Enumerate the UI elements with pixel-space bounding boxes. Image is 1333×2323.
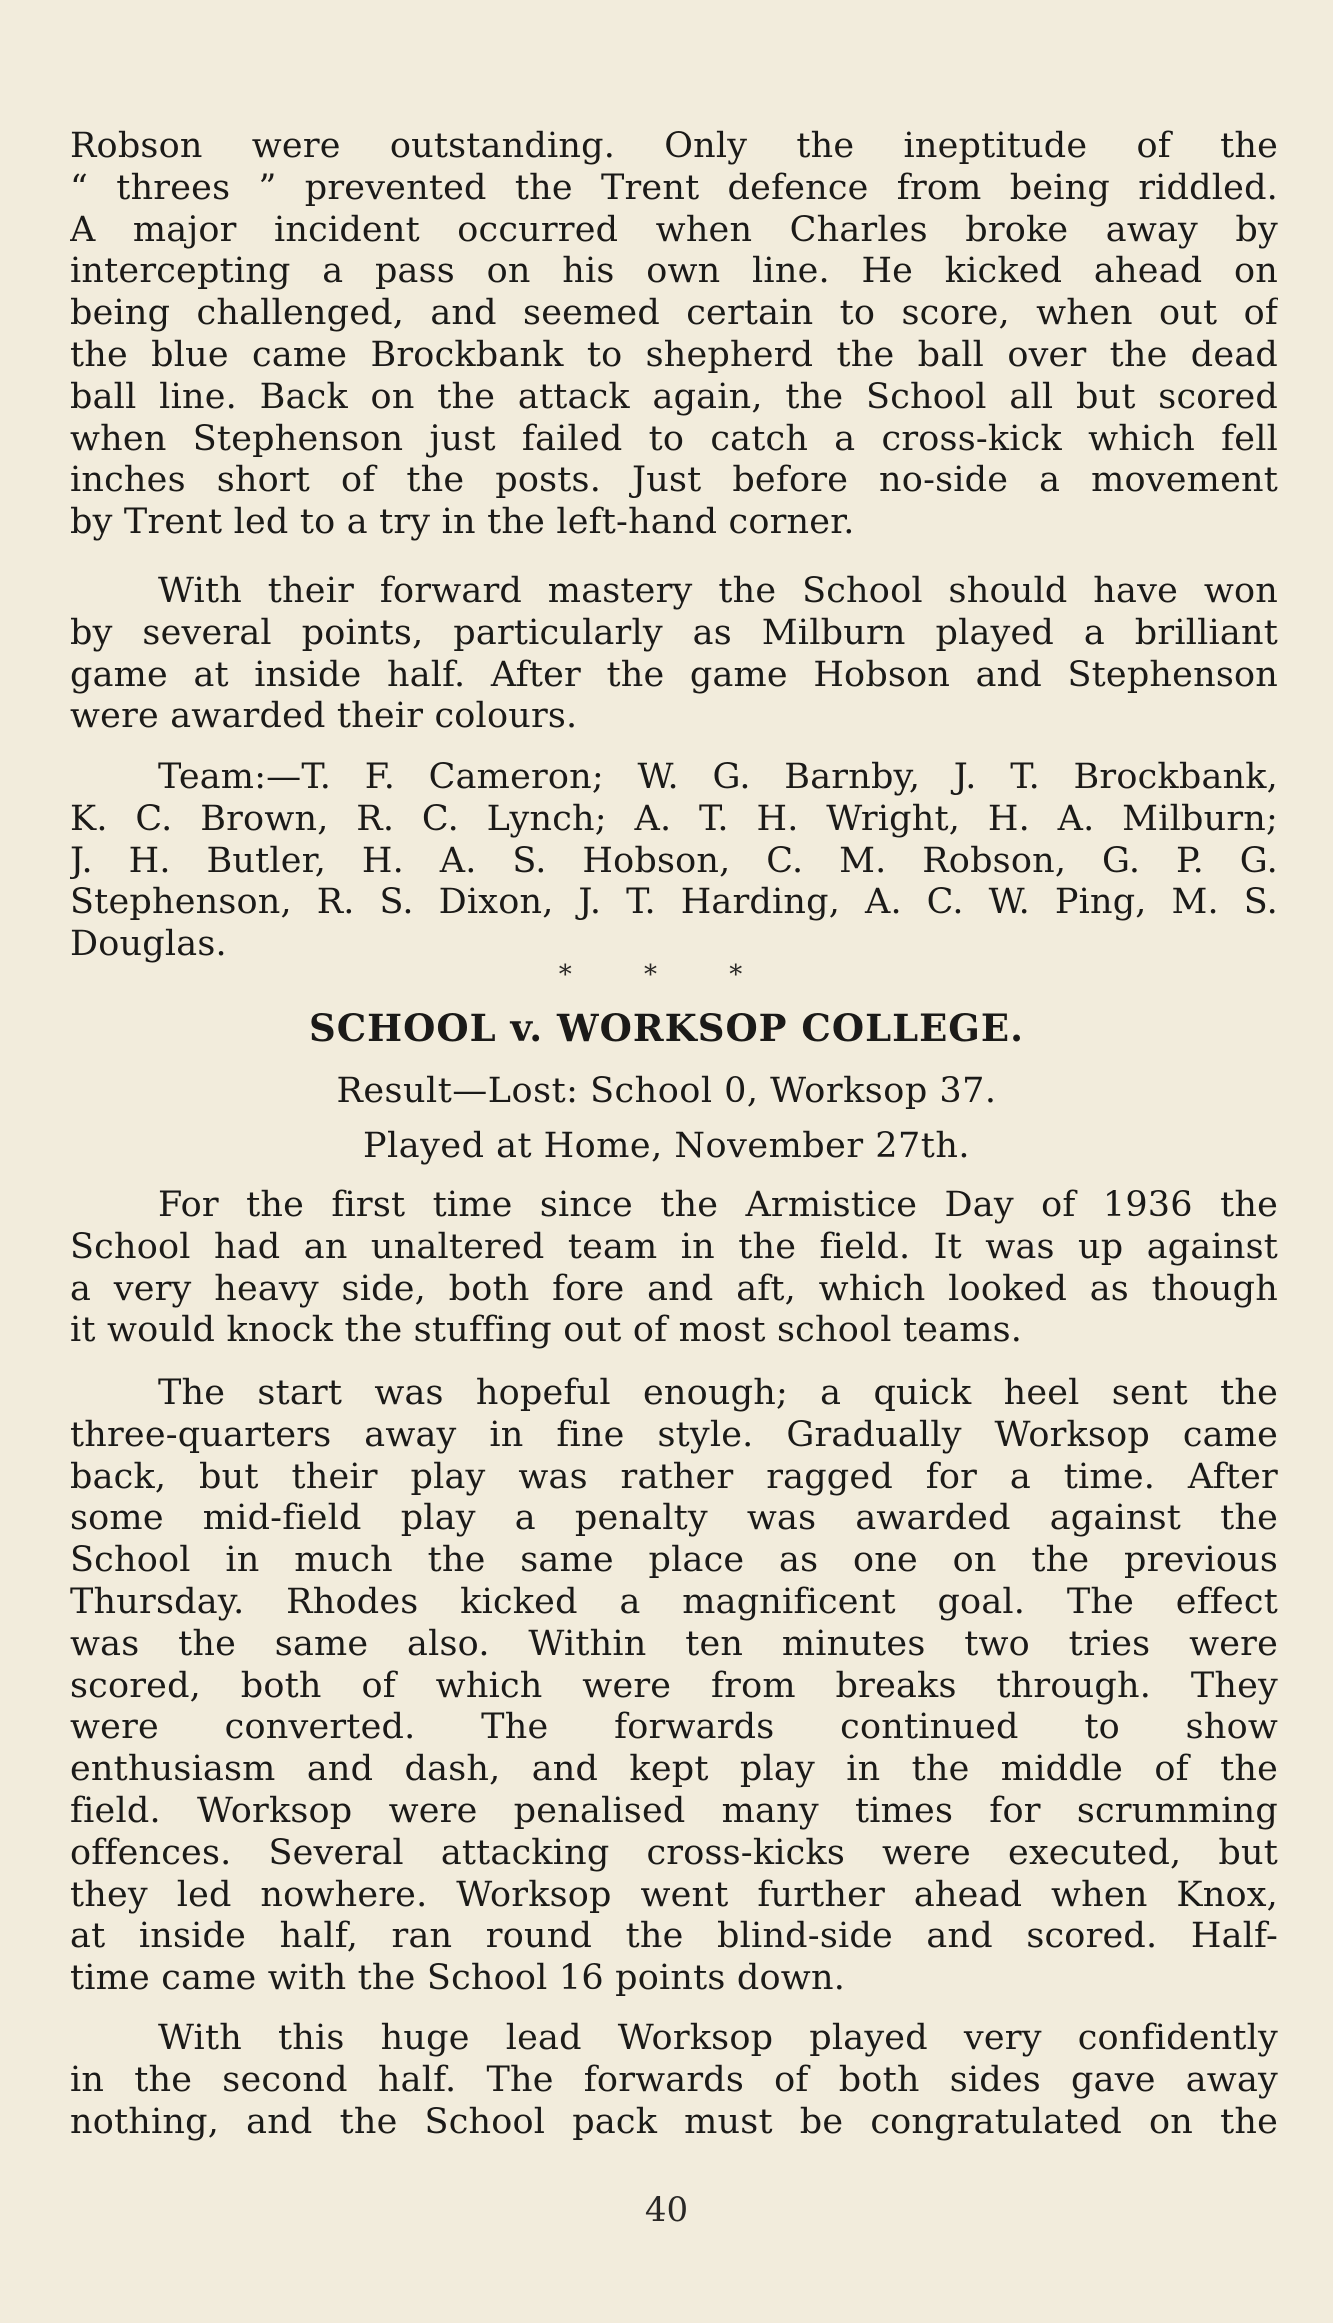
- text-line: three-quarters away in fine style. Gradually Worksop came: [70, 1414, 1278, 1455]
- text-line: With their forward mastery the School should have won: [158, 571, 1278, 611]
- text-line: field. Worksop were penalised many times for scrumming: [70, 1790, 1278, 1831]
- text-line: time came with the School 16 points down.: [70, 1958, 846, 1999]
- text-line: offences. Several attacking cross-kicks were executed, but: [70, 1832, 1278, 1873]
- text-line: For the first time since the Armistice Day of 1936 the: [158, 1185, 1278, 1225]
- text-line: back, but their play was rather ragged for a time. After: [70, 1456, 1278, 1497]
- text-line: enthusiasm and dash, and kept play in the middle of the: [70, 1749, 1278, 1790]
- text-line: Robson were outstanding. Only the ineptitude of the: [70, 126, 1278, 166]
- match-result: Result—Lost: School 0, Worksop 37.: [336, 1071, 997, 1111]
- text-line: K. C. Brown, R. C. Lynch; A. T. H. Wright, H. A. Milburn;: [70, 798, 1278, 839]
- text-line: Stephenson, R. S. Dixon, J. T. Harding, A. C. W. Ping, M. S.: [70, 882, 1278, 923]
- paragraph-second-half: [70, 2018, 1278, 2143]
- text-line: Thursday. Rhodes kicked a magnificent goal. The effect: [70, 1581, 1278, 1622]
- text-line: being challenged, and seemed certain to score, when out of: [70, 293, 1278, 334]
- match-venue-date: Played at Home, November 27th.: [362, 1126, 971, 1166]
- text-line: “ threes ” prevented the Trent defence from being riddled.: [70, 167, 1278, 208]
- text-line: J. H. Butler, H. A. S. Hobson, C. M. Robson, G. P. G.: [70, 840, 1278, 881]
- paragraph-trent-match-continued: [70, 126, 1278, 544]
- text-line: The start was hopeful enough; a quick heel sent the: [158, 1373, 1278, 1413]
- text-line: was the same also. Within ten minutes two tries were: [70, 1623, 1278, 1664]
- page-number: 40: [644, 2190, 689, 2230]
- text-line: the blue came Brockbank to shepherd the ball over the dead: [70, 334, 1278, 375]
- section-heading: SCHOOL v. WORKSOP COLLEGE.: [309, 1006, 1024, 1050]
- text-line: Douglas.: [70, 924, 227, 965]
- section-separator: * * *: [558, 960, 775, 990]
- text-line: when Stephenson just failed to catch a cross-kick which fell: [70, 418, 1278, 459]
- text-line: Team:—T. F. Cameron; W. G. Barnby, J. T. Brockbank,: [158, 757, 1278, 797]
- text-line: inches short of the posts. Just before no-side a movement: [70, 460, 1278, 501]
- text-line: ball line. Back on the attack again, the School all but scored: [70, 376, 1278, 417]
- paragraph-team-list: [70, 757, 1278, 966]
- paragraph-forward-mastery: [70, 571, 1278, 738]
- text-line: in the second half. The forwards of both sides gave away: [70, 2059, 1278, 2100]
- text-line: intercepting a pass on his own line. He kicked ahead on: [70, 251, 1278, 292]
- text-line: at inside half, ran round the blind-side and scored. Half-: [70, 1916, 1278, 1957]
- paragraph-unaltered-team: [70, 1185, 1278, 1352]
- text-line: School had an unaltered team in the field. It was up against: [70, 1226, 1278, 1267]
- text-line: were converted. The forwards continued to show: [70, 1707, 1278, 1748]
- text-line: scored, both of which were from breaks through. They: [70, 1665, 1278, 1706]
- text-line: were awarded their colours.: [70, 696, 578, 737]
- text-line: School in much the same place as one on the previous: [70, 1540, 1278, 1581]
- text-line: it would knock the stuffing out of most school teams.: [70, 1310, 1023, 1351]
- text-line: game at inside half. After the game Hobson and Stephenson: [70, 654, 1278, 695]
- text-line: nothing, and the School pack must be congratulated on the: [70, 2101, 1278, 2142]
- paragraph-first-half: [70, 1373, 1278, 2000]
- text-line: A major incident occurred when Charles broke away by: [70, 209, 1278, 250]
- text-line: some mid-field play a penalty was awarded against the: [70, 1498, 1278, 1539]
- text-line: With this huge lead Worksop played very confidently: [158, 2018, 1278, 2058]
- text-line: a very heavy side, both fore and aft, which looked as though: [70, 1268, 1278, 1309]
- text-line: by Trent led to a try in the left-hand corner.: [70, 502, 855, 543]
- text-line: by several points, particularly as Milburn played a brilliant: [70, 612, 1278, 653]
- text-line: they led nowhere. Worksop went further ahead when Knox,: [70, 1874, 1278, 1915]
